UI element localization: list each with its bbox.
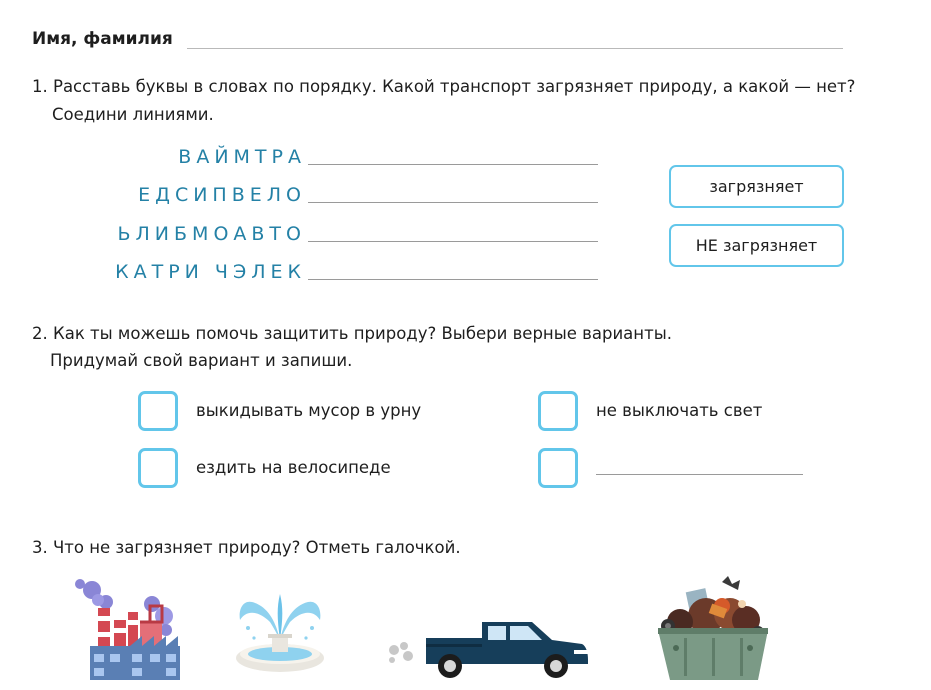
- scrambled-word-3: ЬЛИБМОАВТО: [117, 223, 306, 245]
- answer-line-1[interactable]: [308, 164, 598, 165]
- name-input-line[interactable]: [187, 48, 843, 49]
- task2-instruction-line2: Придумай свой вариант и запиши.: [50, 351, 353, 370]
- answer-line-4[interactable]: [308, 279, 598, 280]
- scrambled-word-4: КАТРИ ЧЭЛЕК: [115, 261, 306, 283]
- scrambled-word-2: ЕДСИПВЕЛО: [138, 184, 306, 206]
- checkbox-own-option[interactable]: [538, 448, 578, 488]
- answer-line-3[interactable]: [308, 241, 598, 242]
- option-bicycle-label: ездить на велосипеде: [196, 458, 391, 477]
- checkbox-trash[interactable]: [138, 391, 178, 431]
- task1-instruction-line1: 1. Расставь буквы в словах по порядку. Какой транспорт загрязняет природу, а какой — нет?: [32, 77, 856, 96]
- name-label: Имя, фамилия: [32, 29, 173, 49]
- task3-instruction: 3. Что не загрязняет природу? Отметь галочкой.: [32, 538, 461, 557]
- pickup-truck-image[interactable]: [384, 616, 590, 680]
- fountain-image[interactable]: [232, 588, 328, 678]
- garbage-container-image[interactable]: [650, 576, 776, 680]
- task1-instruction-line2: Соедини линиями.: [52, 105, 214, 124]
- checkbox-light[interactable]: [538, 391, 578, 431]
- checkbox-bicycle[interactable]: [138, 448, 178, 488]
- option-trash-label: выкидывать мусор в урну: [196, 401, 422, 420]
- answer-box-pollutes[interactable]: загрязняет: [669, 165, 844, 208]
- factory-image[interactable]: [70, 576, 180, 680]
- task2-instruction-line1: 2. Как ты можешь помочь защитить природу? Выбери верные варианты.: [32, 324, 672, 343]
- own-option-line[interactable]: [596, 474, 803, 475]
- scrambled-word-1: ВАЙМТРА: [178, 146, 306, 168]
- option-light-label: не выключать свет: [596, 401, 763, 420]
- answer-line-2[interactable]: [308, 202, 598, 203]
- answer-box-not-pollutes[interactable]: НЕ загрязняет: [669, 224, 844, 267]
